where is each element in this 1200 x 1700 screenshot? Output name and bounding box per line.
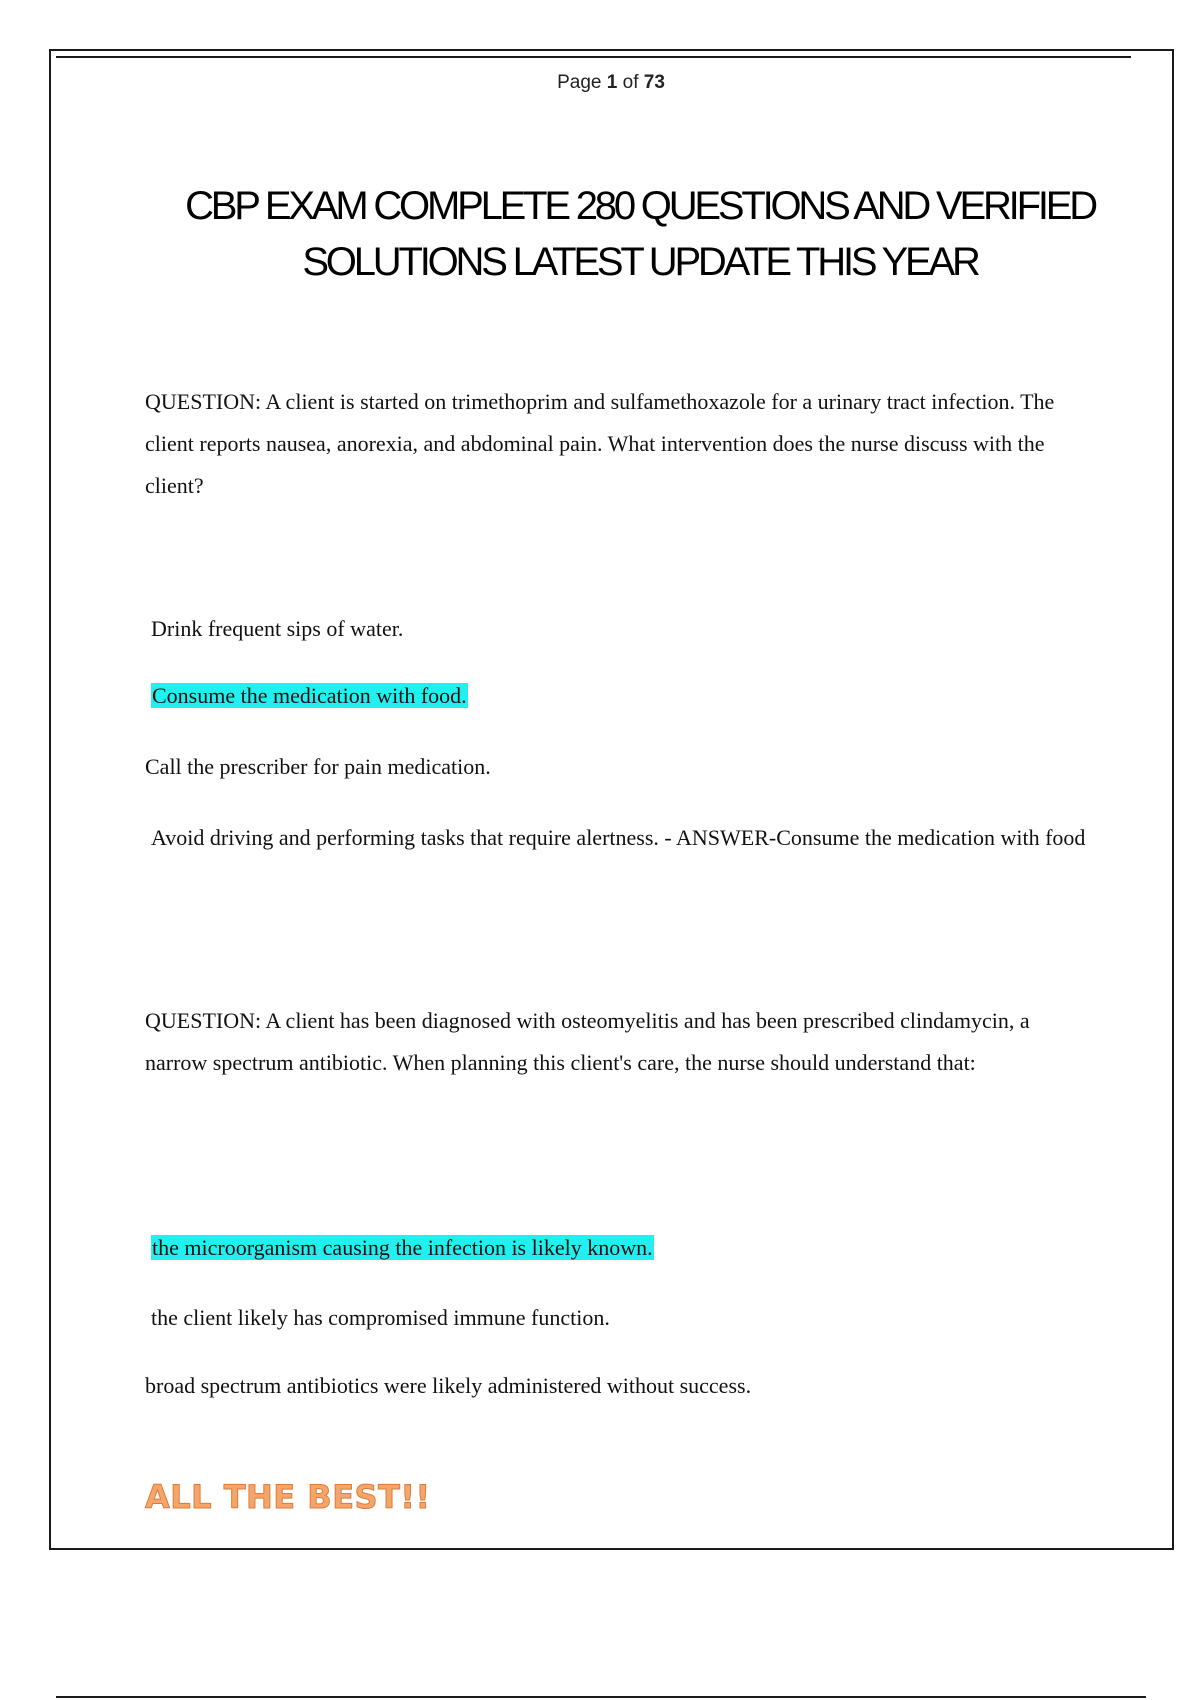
question-1	[145, 381, 1095, 507]
document-title-line-1: CBP EXAM COMPLETE 280 QUESTIONS AND VERIFIED	[185, 184, 1095, 228]
question-2-option-3-text: broad spectrum antibiotics were likely administered without success.	[145, 1373, 752, 1398]
page-number	[0, 72, 1200, 94]
question-2-option-1-highlighted-answer: the microorganism causing the infection is likely known.	[152, 1235, 653, 1260]
question-2-option-1	[151, 1234, 654, 1262]
question-1-text: QUESTION: A client is started on trimethoprim and sulfamethoxazole for a urinary tract infection. The client reports nausea, anorexia, and abdominal pain. What intervention does the nurse discuss with the client?	[145, 389, 1055, 498]
next-page-rule	[56, 1696, 1146, 1698]
page-number-current: 1	[606, 72, 618, 93]
question-2-option-2	[151, 1304, 610, 1332]
question-1-option-3	[145, 753, 491, 781]
question-1-option-2-highlighted-answer: Consume the medication with food.	[152, 683, 467, 708]
question-2-option-3	[145, 1372, 751, 1400]
question-2-option-2-text: the client likely has compromised immune function.	[151, 1305, 610, 1330]
document-title	[150, 178, 1130, 290]
question-1-option-1-text: Drink frequent sips of water.	[151, 616, 404, 641]
page-number-of: of	[617, 72, 644, 93]
page-number-total: 73	[643, 72, 665, 93]
question-2-text: QUESTION: A client has been diagnosed with osteomyelitis and has been prescribed clindamycin, a narrow spectrum antibiotic. When planning this client's care, the nurse should understand that:	[145, 1008, 1030, 1075]
header-rule	[56, 56, 1131, 58]
question-2	[145, 1000, 1095, 1084]
question-1-option-1	[151, 615, 403, 643]
document-title-line-2: SOLUTIONS LATEST UPDATE THIS YEAR	[302, 240, 978, 284]
question-1-option-4-text: Avoid driving and performing tasks that require alertness. - ANSWER-Consume the medication with food	[151, 825, 1086, 850]
question-1-option-2	[151, 682, 468, 710]
closing-message: ALL THE BEST!!	[145, 1478, 431, 1516]
question-1-option-4-with-answer	[145, 817, 1095, 859]
page-number-prefix: Page	[557, 72, 607, 93]
question-1-option-3-text: Call the prescriber for pain medication.	[145, 754, 491, 779]
